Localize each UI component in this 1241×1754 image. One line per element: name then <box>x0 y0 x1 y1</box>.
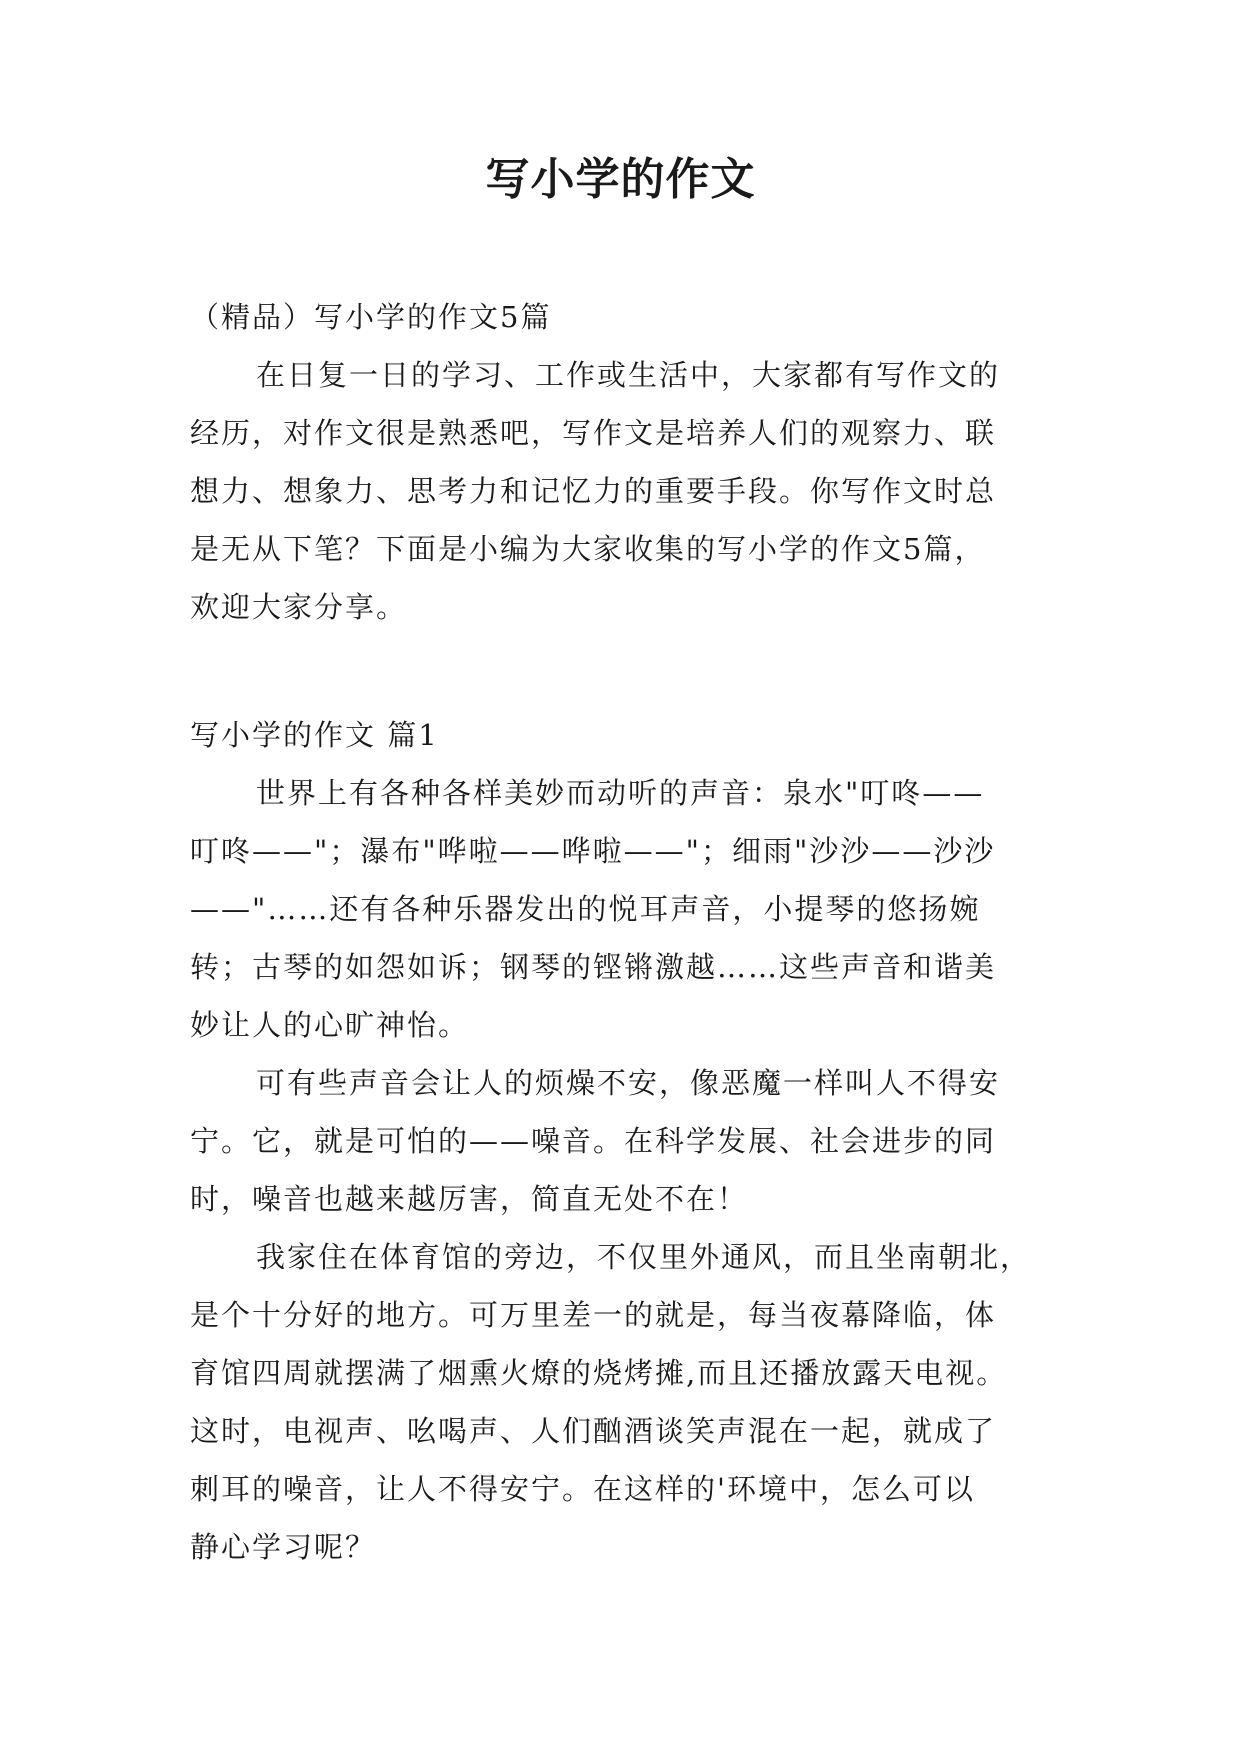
body-paragraph <box>190 1054 1070 1228</box>
intro-paragraph <box>190 346 1070 636</box>
intro-line: 欢迎大家分享。 <box>190 590 408 624</box>
document-body <box>190 288 1070 1576</box>
intro-line: 经历，对作文很是熟悉吧，写作文是培养人们的观察力、联 <box>190 416 997 450</box>
section-heading: 写小学的作文 篇1 <box>190 718 439 752</box>
paragraph-line: ——"……还有各种乐器发出的悦耳声音，小提琴的悠扬婉 <box>190 892 981 926</box>
body-paragraph <box>190 1228 1070 1576</box>
paragraph-line: 可有些声音会让人的烦燥不安，像恶魔一样叫人不得安 <box>256 1066 1001 1100</box>
paragraph-line: 静心学习呢？ <box>190 1530 377 1564</box>
paragraph-line: 这时，电视声、吆喝声、人们酗酒谈笑声混在一起，就成了 <box>190 1414 997 1448</box>
paragraph-line: 育馆四周就摆满了烟熏火燎的烧烤摊,而且还播放露天电视。 <box>190 1356 1008 1390</box>
body-paragraph <box>190 764 1070 1054</box>
section-spacer <box>190 636 1070 706</box>
document-subtitle: （精品）写小学的作文5篇 <box>190 300 552 334</box>
paragraph-line: 转；古琴的如怨如诉；钢琴的铿锵激越……这些声音和谐美 <box>190 950 997 984</box>
document-title: 写小学的作文 <box>485 154 756 205</box>
paragraph-line: 妙让人的心旷神怡。 <box>190 1008 470 1042</box>
paragraph-line: 时，噪音也越来越厉害，简直无处不在！ <box>190 1182 749 1216</box>
paragraph-line: 叮咚——"；瀑布"哗啦——哗啦——"；细雨"沙沙——沙沙 <box>190 834 996 868</box>
paragraph-line: 是个十分好的地方。可万里差一的就是，每当夜幕降临，体 <box>190 1298 997 1332</box>
paragraph-line: 刺耳的噪音，让人不得安宁。在这样的'环境中，怎么可以 <box>190 1472 975 1506</box>
paragraph-line: 我家住在体育馆的旁边，不仅里外通风，而且坐南朝北， <box>256 1240 1032 1274</box>
intro-line: 在日复一日的学习、工作或生活中，大家都有写作文的 <box>256 358 1001 392</box>
paragraph-line: 世界上有各种各样美妙而动听的声音：泉水"叮咚—— <box>256 776 985 810</box>
intro-line: 想力、想象力、思考力和记忆力的重要手段。你写作文时总 <box>190 474 997 508</box>
intro-line: 是无从下笔？下面是小编为大家收集的写小学的作文5篇， <box>190 532 986 566</box>
paragraph-line: 宁。它，就是可怕的——噪音。在科学发展、社会进步的同 <box>190 1124 997 1158</box>
